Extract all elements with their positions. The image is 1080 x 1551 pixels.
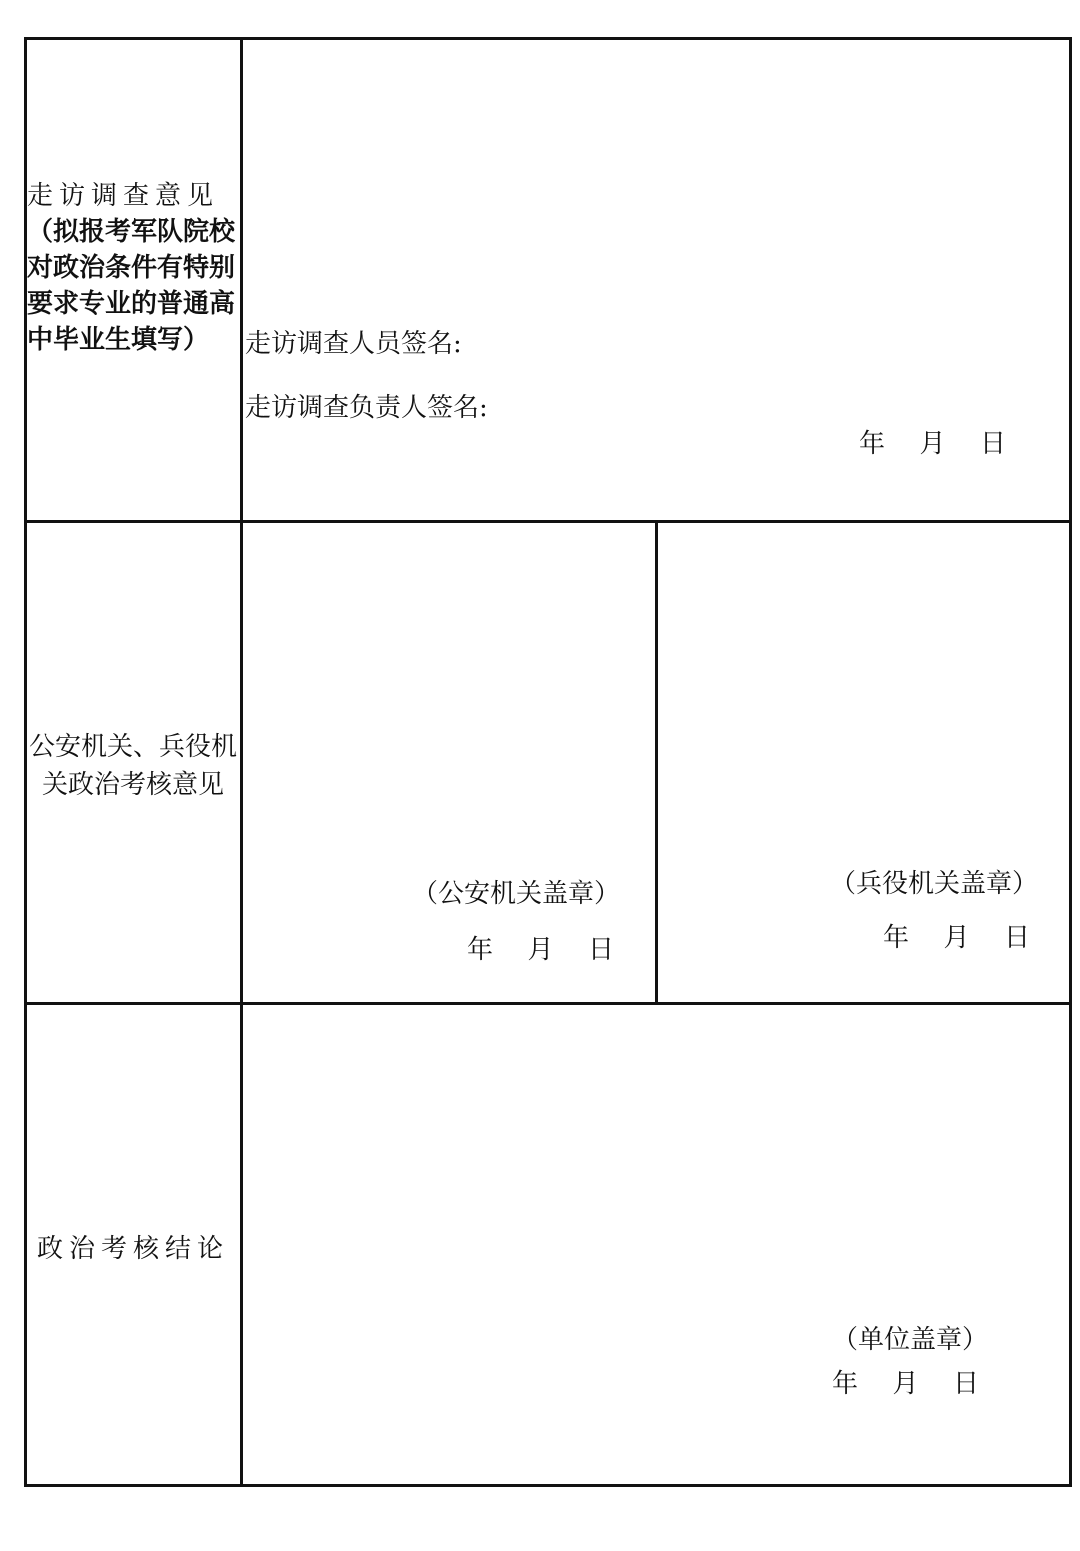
political-review-form	[24, 37, 1072, 1487]
section3-label: 政治考核结论	[36, 1234, 229, 1264]
military-date: 年 月 日	[883, 923, 1037, 953]
row-divider-2	[27, 1002, 1069, 1005]
unit-seal-label: （单位盖章）	[832, 1325, 989, 1355]
responsible-signature-label: 走访调查负责人签名:	[245, 393, 488, 423]
investigator-signature-label: 走访调查人员签名:	[245, 329, 462, 359]
unit-date: 年 月 日	[832, 1369, 986, 1399]
police-date: 年 月 日	[467, 935, 621, 965]
section1-label	[27, 178, 239, 358]
label-column-divider	[240, 40, 243, 1484]
row-divider-1	[27, 520, 1069, 523]
police-seal-label: （公安机关盖章）	[412, 879, 621, 909]
section2-middle-divider	[655, 520, 658, 1005]
military-seal-label: （兵役机关盖章）	[830, 869, 1039, 899]
section1-label-title: 走访调查意见	[27, 181, 220, 211]
section2-label: 公安机关、兵役机关政治考核意见	[28, 732, 237, 800]
section1-label-note: （拟报考军队院校对政治条件有特别要求专业的普通高中毕业生填写）	[27, 217, 236, 355]
section1-date: 年 月 日	[859, 429, 1013, 459]
